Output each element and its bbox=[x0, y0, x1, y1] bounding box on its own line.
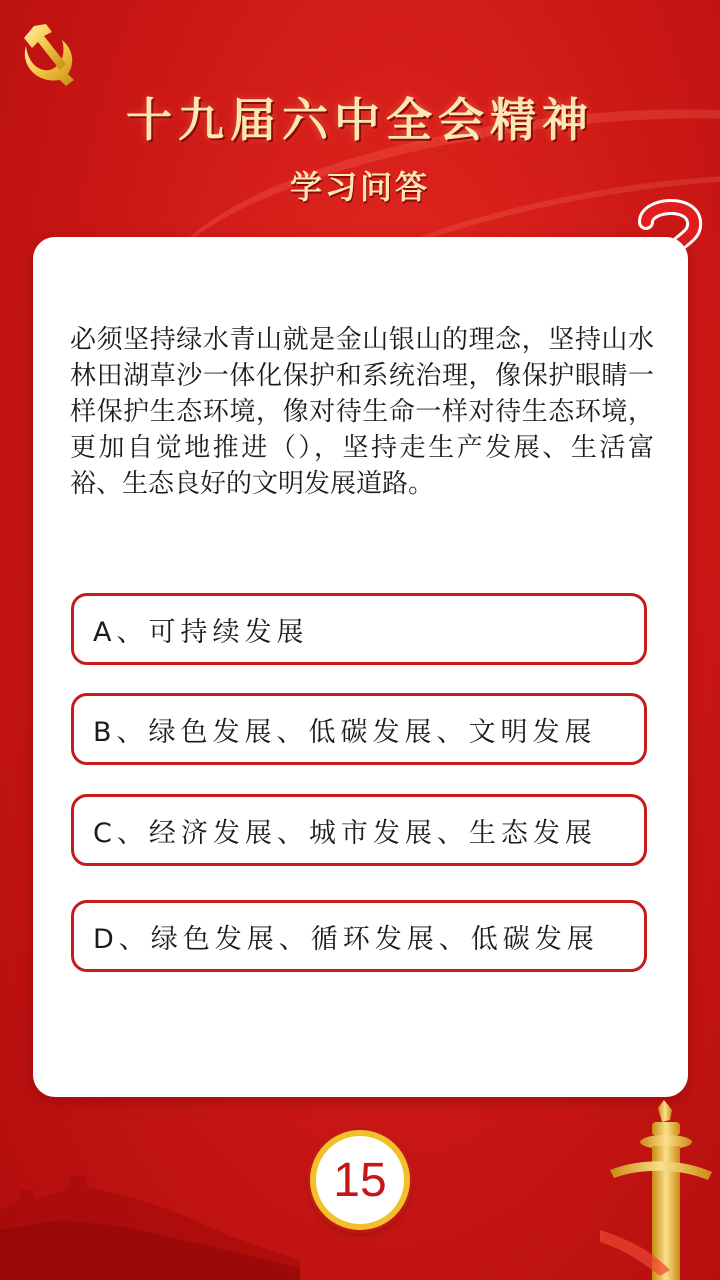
option-c-button[interactable] bbox=[71, 794, 647, 866]
option-a-button[interactable] bbox=[71, 593, 647, 665]
option-b-label: B、绿色发展、低碳发展、文明发展 bbox=[93, 716, 597, 748]
party-emblem-icon bbox=[12, 18, 84, 90]
great-wall-icon bbox=[0, 1140, 300, 1280]
option-d-button[interactable] bbox=[71, 900, 647, 972]
huabiao-pillar-icon bbox=[600, 1100, 720, 1280]
question-text: 必须坚持绿水青山就是金山银山的理念，坚持山水林田湖草沙一体化保护和系统治理，像保护眼睛一样保护生态环境，像对待生命一样对待生态环境，更加自觉地推进（），坚持走生产发展、生活富裕、生态良好的文明发展道路。 bbox=[70, 325, 654, 499]
page-title: 十九届六中全会精神 bbox=[126, 93, 594, 147]
option-b-button[interactable] bbox=[71, 693, 647, 765]
option-c-label: C、经济发展、城市发展、生态发展 bbox=[93, 817, 597, 849]
option-d-label: D、绿色发展、循环发展、低碳发展 bbox=[93, 923, 599, 955]
option-a-label: A、可持续发展 bbox=[93, 616, 309, 648]
page-subtitle: 学习问答 bbox=[289, 168, 430, 206]
page-number-badge: 15 bbox=[310, 1130, 410, 1230]
